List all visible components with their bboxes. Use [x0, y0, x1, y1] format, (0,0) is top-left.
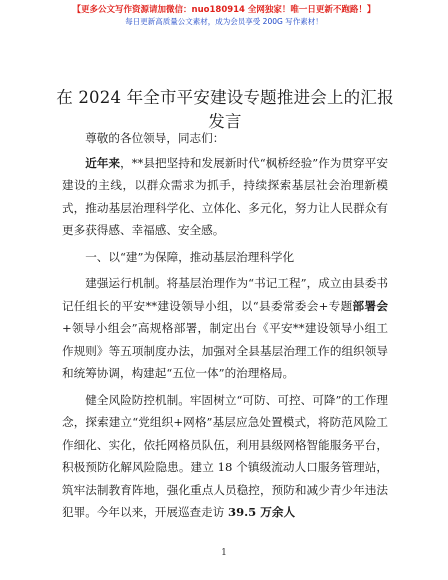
- paragraph-mechanism: [62, 272, 388, 385]
- paragraph-risk-control: [62, 389, 388, 524]
- page-number: 1: [221, 548, 227, 558]
- document-title: 在 2024 年全市平安建设专题推进会上的汇报发言: [56, 88, 394, 131]
- section1-heading: 一、以“建”为保障，推动基层治理科学化: [85, 249, 295, 264]
- promo-banner-line2: 每日更新高质量公文素材，成为会员享受 200G 写作素材！: [125, 17, 323, 26]
- promo-banner: [0, 4, 448, 28]
- intro-lead: 近年来: [85, 155, 121, 170]
- paragraph-risk-bold: 39.5 万余人: [228, 505, 296, 519]
- paragraph-mechanism-text1: 建强运行机制。将基层治理作为“书记工程”，成立由县委书记任组长的平安**建设领导小组，以“县委常委会+专题: [62, 276, 388, 313]
- document-body: [62, 127, 388, 524]
- salutation: 尊敬的各位领导，同志们：: [85, 131, 225, 145]
- promo-banner-line1: 【更多公文写作资源请加微信：nuo180914 全网独家！唯一日更新不跑路！】: [72, 5, 376, 15]
- paragraph-risk-text2: 个镇级流动人口服务管理站，筑牢法制教育阵地，强化重点人员稳控，预防和减少青少年违法犯罪。今年以来，开展巡查走访: [62, 460, 388, 519]
- paragraph-mechanism-bold: 部署会: [352, 298, 388, 313]
- paragraph-mechanism-text2: +领导小组会”高规格部署，制定出台《平安**建设领导小组工作规则》等五项制度办法，加强对全县基层治理工作的组织领导和统筹协调，构建起“五位一体”的治理格局。: [62, 321, 388, 380]
- intro-text: ，**县把坚持和发展新时代“枫桥经验”作为贯穿平安建设的主线，以群众需求为抓手，持续探索基层社会治理新模式，推动基层治理科学化、立体化、多元化，努力让人民群众有更多获得感、幸福感、安全感。: [62, 155, 388, 237]
- paragraph-risk-number: 18: [213, 460, 237, 474]
- paragraph-risk-text1: 健全风险防控机制。牢固树立“可防、可控、可降”的工作理念，探索建立“党组织+网格”基层应急处置模式，将防范风险工作细化、实化，依托网格员队伍，利用县级网格智能服务平台，积极预防化解风险隐患。建立: [62, 392, 388, 474]
- intro-paragraph: [62, 152, 388, 242]
